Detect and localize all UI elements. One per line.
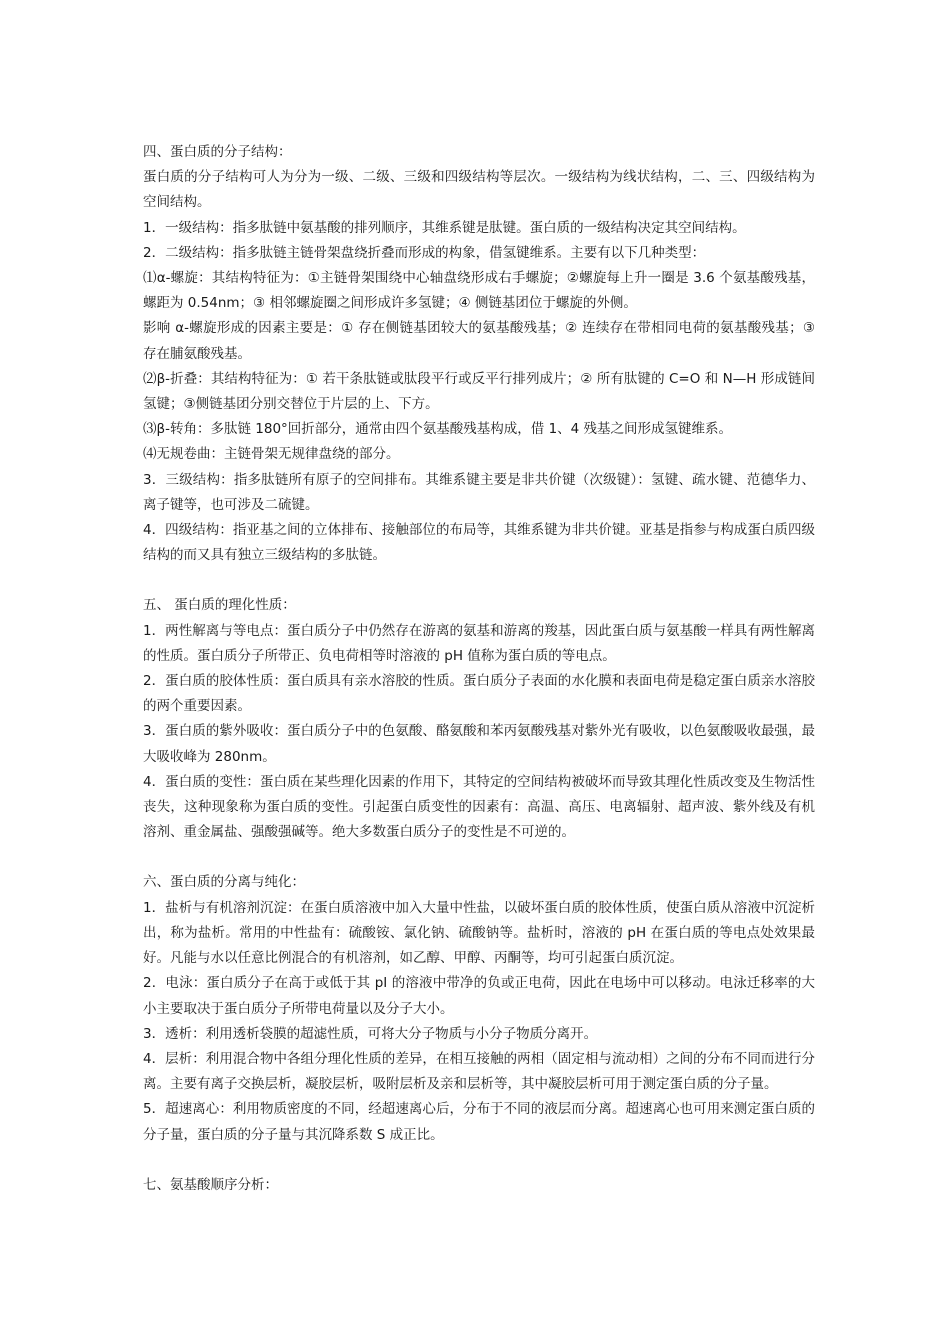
paragraph: 蛋白质的分子结构可人为分为一级、二级、三级和四级结构等层次。一级结构为线状结构，二、三、四级结构为空间结构。 bbox=[143, 169, 815, 211]
paragraph: 1．一级结构：指多肽链中氨基酸的排列顺序，其维系键是肽键。蛋白质的一级结构决定其空间结构。 bbox=[143, 219, 746, 236]
paragraph: 4．四级结构：指亚基之间的立体排布、接触部位的布局等，其维系键为非共价键。亚基是指参与构成蛋白质四级结构的而又具有独立三级结构的多肽链。 bbox=[143, 522, 815, 564]
section-title: 七、氨基酸顺序分析： bbox=[143, 1176, 278, 1193]
section-spacer bbox=[143, 1148, 815, 1173]
paragraph: 1．盐析与有机溶剂沉淀：在蛋白质溶液中加入大量中性盐，以破坏蛋白质的胶体性质，使蛋白质从溶液中沉淀析出，称为盐析。常用的中性盐有：硫酸铵、氯化钠、硫酸钠等。盐析时，溶液的 pH 在蛋白质的等电点处效果最好。凡能与水以任意比例混合的有机溶剂，如乙醇、甲醇、丙酮等，均可引起蛋白质沉淀。 bbox=[143, 899, 815, 967]
paragraph: 3．三级结构：指多肽链所有原子的空间排布。其维系键主要是非共价键（次级键）：氢键、疏水键、范德华力、离子键等，也可涉及二硫键。 bbox=[143, 471, 815, 513]
section-title: 五、 蛋白质的理化性质： bbox=[143, 597, 296, 614]
paragraph: ⑴α-螺旋：其结构特征为：①主链骨架围绕中心轴盘绕形成右手螺旋；②螺旋每上升一圈是 3.6 个氨基酸残基，螺距为 0.54nm；③ 相邻螺旋圈之间形成许多氢键；④ 侧链基团位于螺旋的外侧。 bbox=[143, 270, 815, 312]
section-6 bbox=[143, 870, 815, 1147]
paragraph: 4．蛋白质的变性：蛋白质在某些理化因素的作用下，其特定的空间结构被破坏而导致其理化性质改变及生物活性丧失，这种现象称为蛋白质的变性。引起蛋白质变性的因素有：高温、高压、电离辐射、超声波、紫外线及有机溶剂、重金属盐、强酸强碱等。绝大多数蛋白质分子的变性是不可逆的。 bbox=[143, 773, 815, 841]
paragraph: 3．透析：利用透析袋膜的超滤性质，可将大分子物质与小分子物质分离开。 bbox=[143, 1025, 598, 1042]
paragraph: ⑶β-转角：多肽链 180°回折部分，通常由四个氨基酸残基构成，借 1、4 残基之间形成氢键维系。 bbox=[143, 421, 733, 438]
paragraph: ⑵β-折叠：其结构特征为：① 若干条肽链或肽段平行或反平行排列成片；② 所有肽键的 C=O 和 N—H 形成链间氢键；③侧链基团分别交替位于片层的上、下方。 bbox=[143, 370, 815, 413]
paragraph: ⑷无规卷曲：主链骨架无规律盘绕的部分。 bbox=[143, 446, 400, 463]
section-7 bbox=[143, 1173, 815, 1198]
section-title: 六、蛋白质的分离与纯化： bbox=[143, 874, 305, 891]
section-5 bbox=[143, 593, 815, 845]
document-body bbox=[143, 140, 815, 1198]
paragraph: 2．二级结构：指多肽链主链骨架盘绕折叠而形成的构象，借氢键维系。主要有以下几种类型： bbox=[143, 244, 706, 261]
paragraph: 影响 α-螺旋形成的因素主要是：① 存在侧链基团较大的氨基酸残基；② 连续存在带相同电荷的氨基酸残基；③ 存在脯氨酸残基。 bbox=[143, 320, 815, 362]
section-4 bbox=[143, 140, 815, 568]
paragraph: 4．层析：利用混合物中各组分理化性质的差异，在相互接触的两相（固定相与流动相）之间的分布不同而进行分离。主要有离子交换层析，凝胶层析，吸附层析及亲和层析等，其中凝胶层析可用于测定蛋白质的分子量。 bbox=[143, 1050, 815, 1093]
section-spacer bbox=[143, 568, 815, 593]
section-spacer bbox=[143, 845, 815, 870]
paragraph: 2．蛋白质的胶体性质：蛋白质具有亲水溶胶的性质。蛋白质分子表面的水化膜和表面电荷是稳定蛋白质亲水溶胶的两个重要因素。 bbox=[143, 673, 815, 715]
section-title: 四、蛋白质的分子结构： bbox=[143, 144, 292, 160]
paragraph: 5．超速离心：利用物质密度的不同，经超速离心后，分布于不同的液层而分离。超速离心也可用来测定蛋白质的分子量，蛋白质的分子量与其沉降系数 S 成正比。 bbox=[143, 1101, 815, 1143]
paragraph: 1．两性解离与等电点：蛋白质分子中仍然存在游离的氨基和游离的羧基，因此蛋白质与氨基酸一样具有两性解离的性质。蛋白质分子所带正、负电荷相等时溶液的 pH 值称为蛋白质的等电点。 bbox=[143, 622, 815, 664]
paragraph: 2．电泳：蛋白质分子在高于或低于其 pI 的溶液中带净的负或正电荷，因此在电场中可以移动。电泳迁移率的大小主要取决于蛋白质分子所带电荷量以及分子大小。 bbox=[143, 975, 815, 1017]
paragraph: 3．蛋白质的紫外吸收：蛋白质分子中的色氨酸、酪氨酸和苯丙氨酸残基对紫外光有吸收，以色氨酸吸收最强，最大吸收峰为 280nm。 bbox=[143, 723, 815, 765]
